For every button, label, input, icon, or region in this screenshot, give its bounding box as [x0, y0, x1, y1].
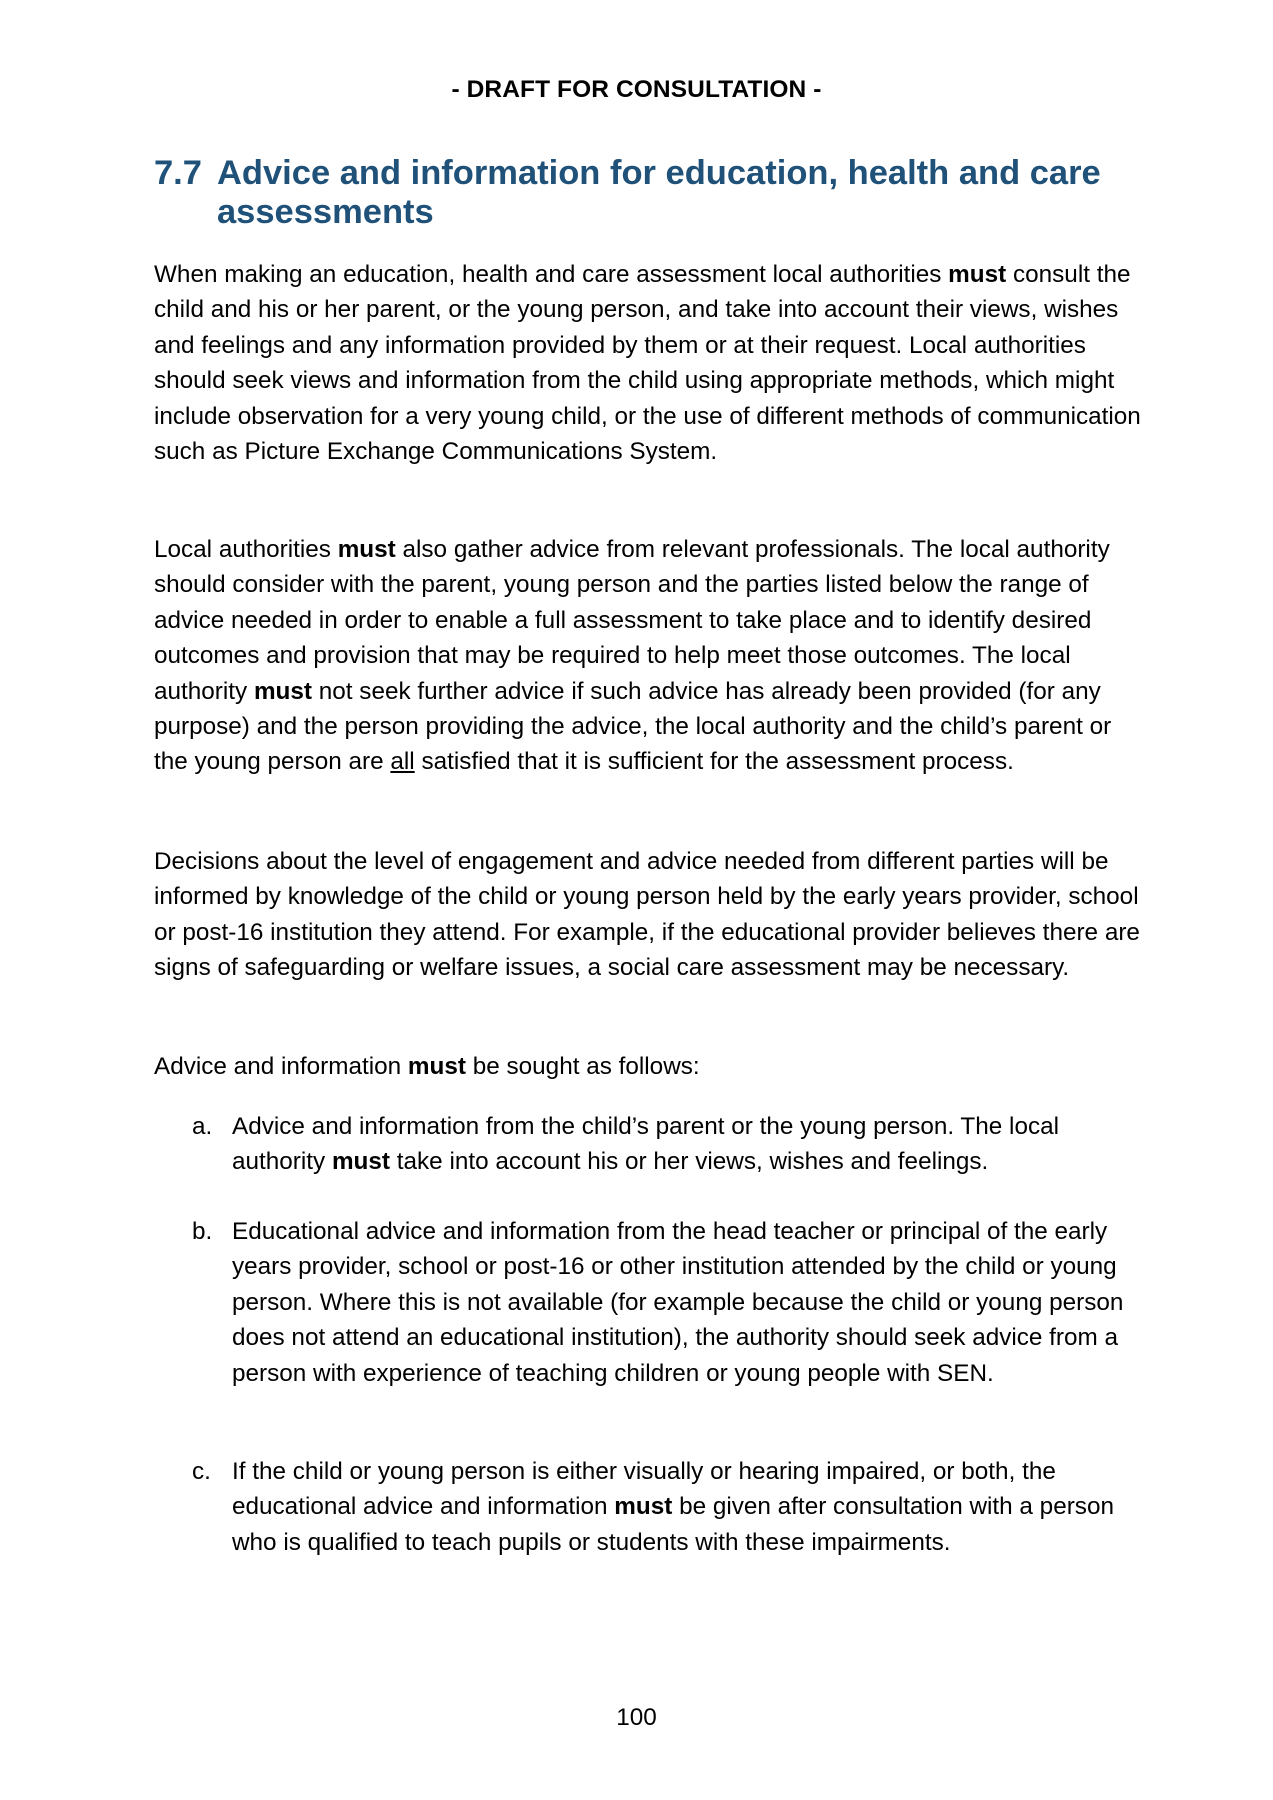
section-number: 7.7 [154, 154, 202, 192]
page-number: 100 [616, 1704, 657, 1731]
text-segment: take into account his or her views, wishes and feelings. [390, 1148, 989, 1176]
text-segment: also gather advice from relevant professionals. The local authority should consider with the parent, young person and the parties listed below the range of advice needed in order to enable a full assessment to take place and to identify desired outcomes and provision that may be required to help meet those outcomes. The local authority [154, 536, 1110, 705]
emphasis-must: must [407, 1053, 466, 1080]
text-segment: Advice and information [154, 1053, 408, 1080]
list-marker: c. [192, 1458, 211, 1485]
paragraph-consult [154, 257, 1144, 469]
list-item-text [232, 1214, 1142, 1391]
draft-header: - DRAFT FOR CONSULTATION - [451, 76, 822, 103]
emphasis-must: must [948, 261, 1007, 288]
emphasis-must: must [337, 536, 396, 563]
list-item-text [232, 1109, 1142, 1180]
emphasis-must: must [253, 677, 313, 705]
text-segment: not seek further advice if such advice has already been provided (for any purpose) and the person providing the advice, the local authority and the child’s parent or the young person are [154, 677, 1112, 776]
text-segment: Educational advice and information from the head teacher or principal of the early years provider, school or post-16 or other institution attended by the child or young person. Where this is not available (for example because the child or young person does not attend an educational institution), the authority should seek advice from a person with experience of teaching children or young people with SEN. [232, 1218, 1124, 1387]
text-segment: be sought as follows: [465, 1053, 700, 1080]
list-marker: b. [192, 1218, 213, 1245]
paragraph-engagement [154, 844, 1144, 986]
text-segment: be given after consultation with a person who is qualified to teach pupils or students with these impairments. [232, 1493, 1114, 1556]
list-item [154, 1214, 1144, 1391]
section-heading [154, 154, 1154, 232]
text-segment: consult the child and his or her parent, or the young person, and take into account their views, wishes and feelings and any information provided by them or at their request. Local authorities should seek views and information from the child using appropriate methods, which might include observation for a very young child, or the use of different methods of communication such as Picture Exchange Communications System. [154, 261, 1141, 466]
emphasis-all: all [390, 748, 415, 776]
section-title: Advice and information for education, health and care assessments [217, 154, 1101, 231]
text-segment: Local authorities [154, 536, 338, 563]
text-segment: If the child or young person is either visually or hearing impaired, or both, the educational advice and information [232, 1458, 1056, 1521]
text-segment: When making an education, health and care assessment local authorities [154, 261, 949, 288]
paragraph-sought-intro [154, 1049, 1144, 1084]
text-segment: Advice and information from the child’s parent or the young person. The local authority [232, 1113, 1060, 1176]
list-item [154, 1454, 1144, 1560]
list-item [154, 1109, 1144, 1180]
paragraph-professional-advice [154, 532, 1144, 780]
text-segment: satisfied that it is sufficient for the assessment process. [414, 748, 1014, 776]
text-segment: Decisions about the level of engagement and advice needed from different parties will be informed by knowledge of the child or young person held by the early years provider, school or post-16 institution they attend. For example, if the educational provider believes there are signs of safeguarding or welfare issues, a social care assessment may be necessary. [154, 848, 1140, 982]
emphasis-must: must [614, 1493, 673, 1521]
list-marker: a. [192, 1113, 213, 1140]
list-item-text [232, 1454, 1142, 1560]
emphasis-must: must [331, 1148, 391, 1176]
